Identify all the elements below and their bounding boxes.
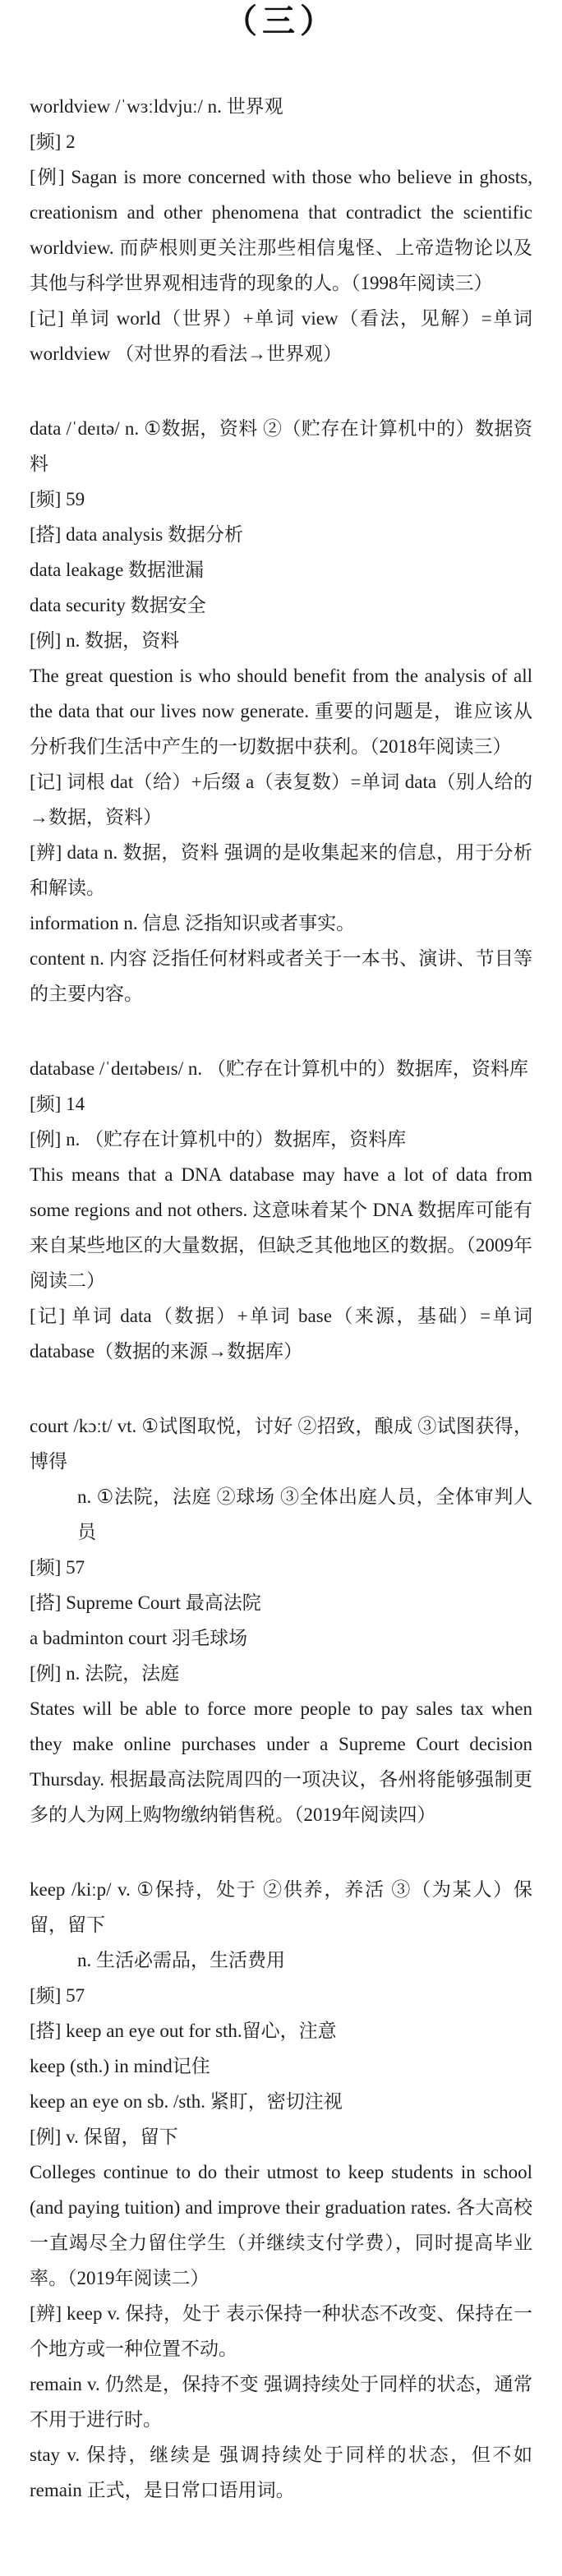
- example-heading-line: [例] n. （贮存在计算机中的）数据库，资料库: [30, 1129, 407, 1150]
- noun-sense-line: n. ①法院，法庭 ②球场 ③全体出庭人员，全体审判人员: [77, 1486, 532, 1542]
- entry-court: [30, 1408, 532, 1832]
- frequency-line: [频] 57: [30, 1557, 85, 1578]
- headword-line: data /ˈdeɪtə/ n. ①数据，资料 ②（贮存在计算机中的）数据资料: [30, 418, 532, 474]
- collocation-line: [搭] Supreme Court 最高法院: [30, 1592, 261, 1613]
- distinction-line: remain v. 仍然是，保持不变 强调持续处于同样的状态，通常不用于进行时。: [30, 2374, 532, 2430]
- section-title: （三）: [224, 2, 338, 40]
- entry-data: [30, 411, 532, 1012]
- distinction-line: content n. 内容 泛指任何材料或者关于一本书、演讲、节目等的主要内容。: [30, 948, 532, 1004]
- collocation-line: [搭] keep an eye out for sth.留心，注意: [30, 2021, 337, 2041]
- entry-database: [30, 1051, 532, 1369]
- headword-line: court /kɔːt/ vt. ①试图取悦，讨好 ②招致，酿成 ③试图获得，博得: [30, 1416, 532, 1472]
- example-line: Colleges continue to do their utmost to keep students in school (and paying tuition) and improve their graduation rates. 各大高校一直竭尽全力留住学生（并继续支付学费），同时提高毕业率。（2019年阅读二）: [30, 2162, 532, 2288]
- distinction-line: information n. 信息 泛指知识或者事实。: [30, 913, 356, 933]
- collocation-line: data security 数据安全: [30, 595, 206, 615]
- noun-sense-line: n. 生活必需品，生活费用: [77, 1950, 285, 1970]
- headword-line: database /ˈdeɪtəbeɪs/ n. （贮存在计算机中的）数据库，资料库: [30, 1058, 528, 1079]
- example-line: [例] Sagan is more concerned with those who believe in ghosts, creationism and other phenomena that contradict the scientific worldview. 而萨根则更关注那些相信鬼怪、上帝造物论以及其他与科学世界观相违背的现象的人。（1998年阅读三）: [30, 167, 532, 293]
- collocation-line: [搭] data analysis 数据分析: [30, 524, 243, 545]
- collocation-line: keep (sth.) in mind记住: [30, 2056, 210, 2076]
- example-heading-line: [例] n. 数据，资料: [30, 630, 180, 651]
- frequency-line: [频] 14: [30, 1094, 85, 1114]
- distinction-line: [辨] data n. 数据，资料 强调的是收集起来的信息，用于分析和解读。: [30, 842, 532, 898]
- memory-line: [记] 单词 data（数据）+单词 base（来源，基础）=单词 database（数据的来源→数据库）: [30, 1306, 532, 1362]
- entry-keep: [30, 1872, 532, 2508]
- example-line: This means that a DNA database may have a lot of data from some regions and not others. 这意味着某个 DNA 数据库可能有来自某些地区的大量数据，但缺乏其他地区的数据。（2009年阅读二）: [30, 1164, 532, 1291]
- example-line: The great question is who should benefit from the analysis of all the data that our lives now generate. 重要的问题是，谁应该从分析我们生活中产生的一切数据中获利。（2018年阅读三）: [30, 666, 532, 757]
- headword-line: worldview /ˈwɜːldvjuː/ n. 世界观: [30, 96, 283, 117]
- example-heading-line: [例] v. 保留，留下: [30, 2127, 178, 2147]
- example-heading-line: [例] n. 法院，法庭: [30, 1663, 180, 1684]
- collocation-line: keep an eye on sb. /sth. 紧盯，密切注视: [30, 2091, 343, 2112]
- collocation-line: a badminton court 羽毛球场: [30, 1628, 248, 1648]
- distinction-line: stay v. 保持，继续是 强调持续处于同样的状态，但不如 remain 正式，是日常口语用词。: [30, 2445, 532, 2500]
- example-line: States will be able to force more people to pay sales tax when they make online purchases under a Supreme Court decision Thursday. 根据最高法院周四的一项决议，各州将能够强制更多的人为网上购物缴纳销售税。（2019年阅读四）: [30, 1698, 532, 1825]
- frequency-line: [频] 2: [30, 131, 76, 152]
- headword-line: keep /kiːp/ v. ①保持，处于 ②供养，养活 ③（为某人）保留，留下: [30, 1879, 532, 1935]
- memory-line: [记] 单词 world（世界）+单词 view（看法，见解）=单词 worldview （对世界的看法→世界观）: [30, 308, 532, 364]
- collocation-line: data leakage 数据泄漏: [30, 560, 205, 580]
- distinction-line: [辨] keep v. 保持，处于 表示保持一种状态不改变、保持在一个地方或一种位置不动。: [30, 2303, 532, 2359]
- entries-list: [30, 89, 532, 2547]
- memory-line: [记] 词根 dat（给）+后缀 a（表复数）=单词 data（别人给的→数据，资料）: [30, 772, 532, 827]
- frequency-line: [频] 59: [30, 489, 85, 509]
- entry-worldview: [30, 89, 532, 371]
- frequency-line: [频] 57: [30, 1985, 85, 2006]
